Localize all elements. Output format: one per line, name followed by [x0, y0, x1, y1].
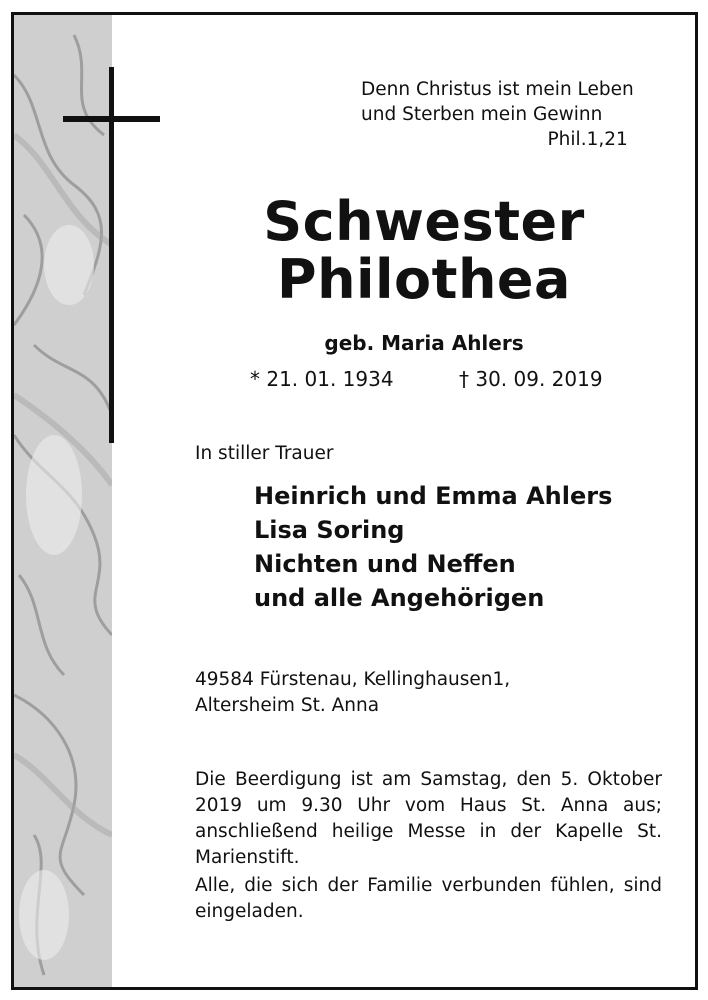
mourner: Nichten und Neffen	[254, 550, 516, 578]
funeral-info: Die Beerdigung ist am Samstag, den 5. Oktober 2019 um 9.30 Uhr vom Haus St. Anna aus; anschließend heilige Messe in der Kapelle St. Marienstift.	[195, 769, 662, 868]
cross-bar	[63, 116, 160, 122]
deceased-name	[164, 190, 684, 311]
verse-line-1: Denn Christus ist mein Leben	[361, 79, 634, 100]
birth-date: * 21. 01. 1934	[250, 367, 394, 391]
deceased-given-name: Philothea	[277, 248, 571, 311]
address	[195, 667, 510, 719]
obituary-notice	[11, 12, 698, 990]
deceased-title: Schwester	[263, 190, 585, 253]
address-line-1: 49584 Fürstenau, Kellinghausen1,	[195, 669, 511, 690]
mourner: und alle Angehörigen	[254, 584, 545, 612]
mourners-list	[254, 479, 612, 615]
maiden-name: geb. Maria Ahlers	[324, 331, 524, 355]
invitation-text: Alle, die sich der Familie verbunden fühlen, sind eingeladen.	[195, 875, 662, 922]
address-line-2: Altersheim St. Anna	[195, 695, 380, 716]
cross-icon	[109, 67, 114, 443]
death-date: † 30. 09. 2019	[459, 367, 603, 391]
mourner: Heinrich und Emma Ahlers	[254, 482, 613, 510]
mourner: Lisa Soring	[254, 516, 405, 544]
verse-line-2: und Sterben mein Gewinn	[361, 104, 603, 125]
bible-verse	[361, 77, 634, 152]
mourning-phrase: In stiller Trauer	[195, 443, 334, 464]
verse-reference: Phil.1,21	[547, 129, 628, 150]
marble-texture-strip	[14, 15, 112, 987]
